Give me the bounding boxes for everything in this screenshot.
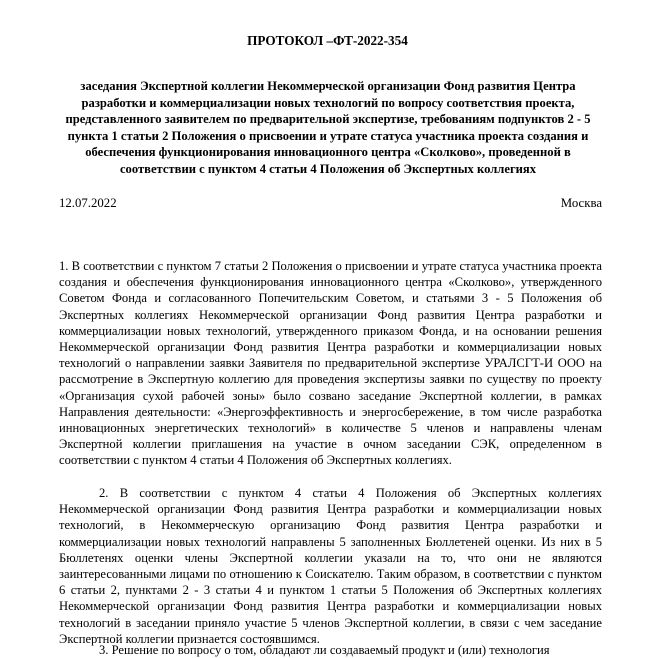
paragraph-3: 3. Решение по вопросу о том, обладают ли создаваемый продукт и (или) технология <box>99 643 550 657</box>
document-title: ПРОТОКОЛ –ФТ-2022-354 <box>247 33 408 48</box>
document-date: 12.07.2022 <box>59 196 117 210</box>
paragraph-2: 2. В соответствии с пунктом 4 статьи 4 Положения об Экспертных коллегиях Некоммерческой организации Фонд развития Центра разработки и коммерциализации новых технологий, в Некоммерческую организацию Фонд развития Центра разработки и коммерциализации новых технологий направлены 5 заполненных Бюллетеней оценки. Из них в 5 Бюллетенях оценки члены Экспертной коллегии указали на то, что они не являются заинтересованными лицами по отношению к Соискателю. Таким образом, в соответствии с пунктом 6 статьи 2, пунктами 2 - 3 статьи 4 и пунктом 1 статьи 5 Положения об Экспертных коллегиях Некоммерческой организации Фонд развития Центра разработки и коммерциализации новых технологий в заседании приняло участие 5 членов Экспертной коллегии, в связи с чем заседание Экспертной коллегии признается состоявшимся. <box>59 486 602 646</box>
date-place-row <box>59 195 602 211</box>
document-subtitle: заседания Экспертной коллегии Некоммерческой организации Фонд развития Центра разработки и коммерциализации новых технологий по вопросу соответствия проекта, представленного заявителем по предварительной экспертизе, требованиям подпунктов 2 - 5 пункта 1 статьи 2 Положения о присвоении и утрате статуса участника проекта создания и обеспечения функционирования инновационного центра «Сколково», проведенной в соответствии с пунктом 4 статьи 4 Положения об Экспертных коллегиях <box>65 79 591 176</box>
paragraph-1: 1. В соответствии с пунктом 7 статьи 2 Положения о присвоении и утрате статуса участника проекта создания и обеспечения функционирования инновационного центра «Сколково», утвержденного Советом Фонда и согласованного Попечительским Советом, и статьями 3 - 5 Положения об Экспертных коллегиях Некоммерческой организации Фонд развития Центра разработки и коммерциализации новых технологий, утвержденного приказом Фонда, и на основании решения Некоммерческой организации Фонд развития Центра разработки и коммерциализации новых технологий о направлении заявки Заявителя по предварительной экспертизе УРАЛСГТ-И ООО на рассмотрение в Экспертную коллегию для проведения экспертизы заявки по существу по проекту «Организация сухой рабочей зоны» было созвано заседание Экспертной коллегии, в рамках Направления деятельности: «Энергоэффективность и энергосбережение, в том числе разработка инновационных энергетических технологий» в количестве 5 членов и направлены членам Экспертной коллегии приглашения на участие в очном заседании СЭК, определенном в соответствии с пунктом 4 статьи 4 Положения об Экспертных коллегиях. <box>59 259 602 468</box>
document-city: Москва <box>560 196 602 210</box>
